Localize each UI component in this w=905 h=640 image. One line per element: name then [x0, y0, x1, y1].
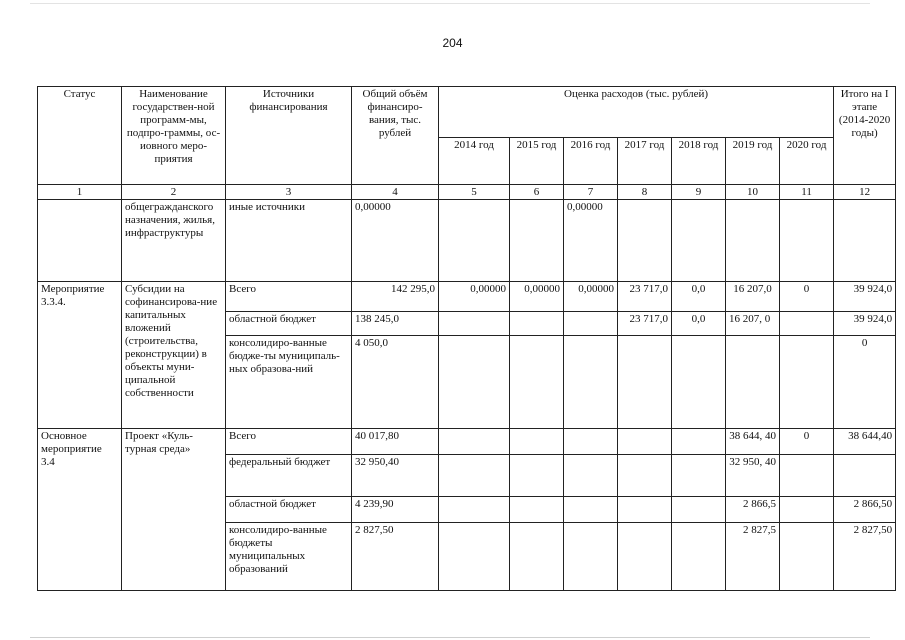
- col-num-11: 11: [780, 185, 834, 200]
- value-2016: [564, 312, 618, 336]
- value-2014: [439, 429, 510, 455]
- source-cell: иные источники: [226, 200, 352, 282]
- col-num-10: 10: [726, 185, 780, 200]
- total-cell: 4 050,0: [352, 336, 439, 429]
- name-cell: общегражданского назначения, жилья, инфраструктуры: [122, 200, 226, 282]
- value-2019: 16 207,0: [726, 282, 780, 312]
- value-2020: [780, 312, 834, 336]
- value-2015: [510, 312, 564, 336]
- value-2015: [510, 497, 564, 523]
- source-cell: областной бюджет: [226, 312, 352, 336]
- scan-edge-top: [30, 3, 870, 4]
- col-num-3: 3: [226, 185, 352, 200]
- value-2018: [672, 523, 726, 591]
- col-num-12: 12: [834, 185, 896, 200]
- total-cell: 138 245,0: [352, 312, 439, 336]
- value-2014: [439, 200, 510, 282]
- value-2016: 0,00000: [564, 282, 618, 312]
- source-cell: Всего: [226, 429, 352, 455]
- value-2015: [510, 429, 564, 455]
- value-2020: [780, 497, 834, 523]
- header-total: Общий объём финансиро-вания, тыс. рублей: [352, 87, 439, 185]
- value-2016: [564, 455, 618, 497]
- header-sources: Источники финансирования: [226, 87, 352, 185]
- value-2014: 0,00000: [439, 282, 510, 312]
- source-cell: областной бюджет: [226, 497, 352, 523]
- value-2014: [439, 455, 510, 497]
- value-2019: 32 950, 40: [726, 455, 780, 497]
- value-2015: [510, 455, 564, 497]
- value-2019: 38 644, 40: [726, 429, 780, 455]
- table-row: [38, 429, 896, 455]
- header-row-1: [38, 87, 896, 138]
- value-2016: [564, 336, 618, 429]
- value-2020: [780, 336, 834, 429]
- header-year-2018: 2018 год: [672, 138, 726, 185]
- value-2018: [672, 200, 726, 282]
- col-num-5: 5: [439, 185, 510, 200]
- col-num-7: 7: [564, 185, 618, 200]
- summary-cell: 39 924,0: [834, 312, 896, 336]
- col-num-9: 9: [672, 185, 726, 200]
- value-2018: [672, 336, 726, 429]
- header-year-2014: 2014 год: [439, 138, 510, 185]
- summary-cell: [834, 200, 896, 282]
- scan-edge-bottom: [30, 637, 870, 638]
- total-cell: 2 827,50: [352, 523, 439, 591]
- value-2015: [510, 523, 564, 591]
- total-cell: 32 950,40: [352, 455, 439, 497]
- value-2020: [780, 455, 834, 497]
- status-cell: Основное мероприятие 3.4: [38, 429, 122, 591]
- col-num-6: 6: [510, 185, 564, 200]
- financing-table: [37, 86, 896, 591]
- header-summary: Итого на I этапе (2014-2020 годы): [834, 87, 896, 185]
- value-2018: [672, 429, 726, 455]
- col-num-8: 8: [618, 185, 672, 200]
- table-row: [38, 282, 896, 312]
- header-year-2017: 2017 год: [618, 138, 672, 185]
- summary-cell: 2 827,50: [834, 523, 896, 591]
- value-2016: [564, 497, 618, 523]
- header-year-2015: 2015 год: [510, 138, 564, 185]
- summary-cell: [834, 455, 896, 497]
- summary-cell: 38 644,40: [834, 429, 896, 455]
- value-2018: 0,0: [672, 282, 726, 312]
- header-year-2020: 2020 год: [780, 138, 834, 185]
- value-2019: [726, 336, 780, 429]
- value-2017: [618, 455, 672, 497]
- value-2018: [672, 455, 726, 497]
- source-cell: Всего: [226, 282, 352, 312]
- header-year-2016: 2016 год: [564, 138, 618, 185]
- header-status: Статус: [38, 87, 122, 185]
- value-2017: [618, 523, 672, 591]
- value-2014: [439, 497, 510, 523]
- value-2015: 0,00000: [510, 282, 564, 312]
- value-2017: [618, 429, 672, 455]
- value-2017: [618, 497, 672, 523]
- value-2020: [780, 523, 834, 591]
- value-2019: [726, 200, 780, 282]
- value-2017: 23 717,0: [618, 282, 672, 312]
- value-2015: [510, 336, 564, 429]
- header-name: Наименование государствен-ной программ-мы, подпро-граммы, ос-иовного меро-приятия: [122, 87, 226, 185]
- source-cell: федеральный бюджет: [226, 455, 352, 497]
- value-2017: [618, 200, 672, 282]
- total-cell: 4 239,90: [352, 497, 439, 523]
- value-2019: 16 207, 0: [726, 312, 780, 336]
- value-2017: 23 717,0: [618, 312, 672, 336]
- value-2014: [439, 312, 510, 336]
- value-2014: [439, 336, 510, 429]
- status-cell: Мероприятие 3.3.4.: [38, 282, 122, 429]
- total-cell: 142 295,0: [352, 282, 439, 312]
- value-2016: [564, 429, 618, 455]
- value-2020: [780, 200, 834, 282]
- summary-cell: 2 866,50: [834, 497, 896, 523]
- column-numbers-row: [38, 185, 896, 200]
- source-cell: консолидиро-ванные бюдже-ты муниципаль-ных образова-ний: [226, 336, 352, 429]
- value-2019: 2 866,5: [726, 497, 780, 523]
- value-2016: 0,00000: [564, 200, 618, 282]
- value-2018: 0,0: [672, 312, 726, 336]
- summary-cell: 39 924,0: [834, 282, 896, 312]
- header-year-2019: 2019 год: [726, 138, 780, 185]
- total-cell: 40 017,80: [352, 429, 439, 455]
- value-2020: 0: [780, 282, 834, 312]
- table-row: [38, 200, 896, 282]
- total-cell: 0,00000: [352, 200, 439, 282]
- col-num-2: 2: [122, 185, 226, 200]
- value-2015: [510, 200, 564, 282]
- value-2019: 2 827,5: [726, 523, 780, 591]
- value-2020: 0: [780, 429, 834, 455]
- status-cell: [38, 200, 122, 282]
- name-cell: Проект «Куль-турная среда»: [122, 429, 226, 591]
- value-2018: [672, 497, 726, 523]
- col-num-4: 4: [352, 185, 439, 200]
- header-costs: Оценка расходов (тыс. рублей): [439, 87, 834, 138]
- name-cell: Субсидии на софинансирова-ние капитальных вложений (строительства, реконструкции) в объекты муни-ципальной собственности: [122, 282, 226, 429]
- source-cell: консолидиро-ванные бюджеты муниципальных образований: [226, 523, 352, 591]
- value-2016: [564, 523, 618, 591]
- page-number: 204: [442, 36, 463, 50]
- summary-cell: 0: [834, 336, 896, 429]
- value-2017: [618, 336, 672, 429]
- col-num-1: 1: [38, 185, 122, 200]
- value-2014: [439, 523, 510, 591]
